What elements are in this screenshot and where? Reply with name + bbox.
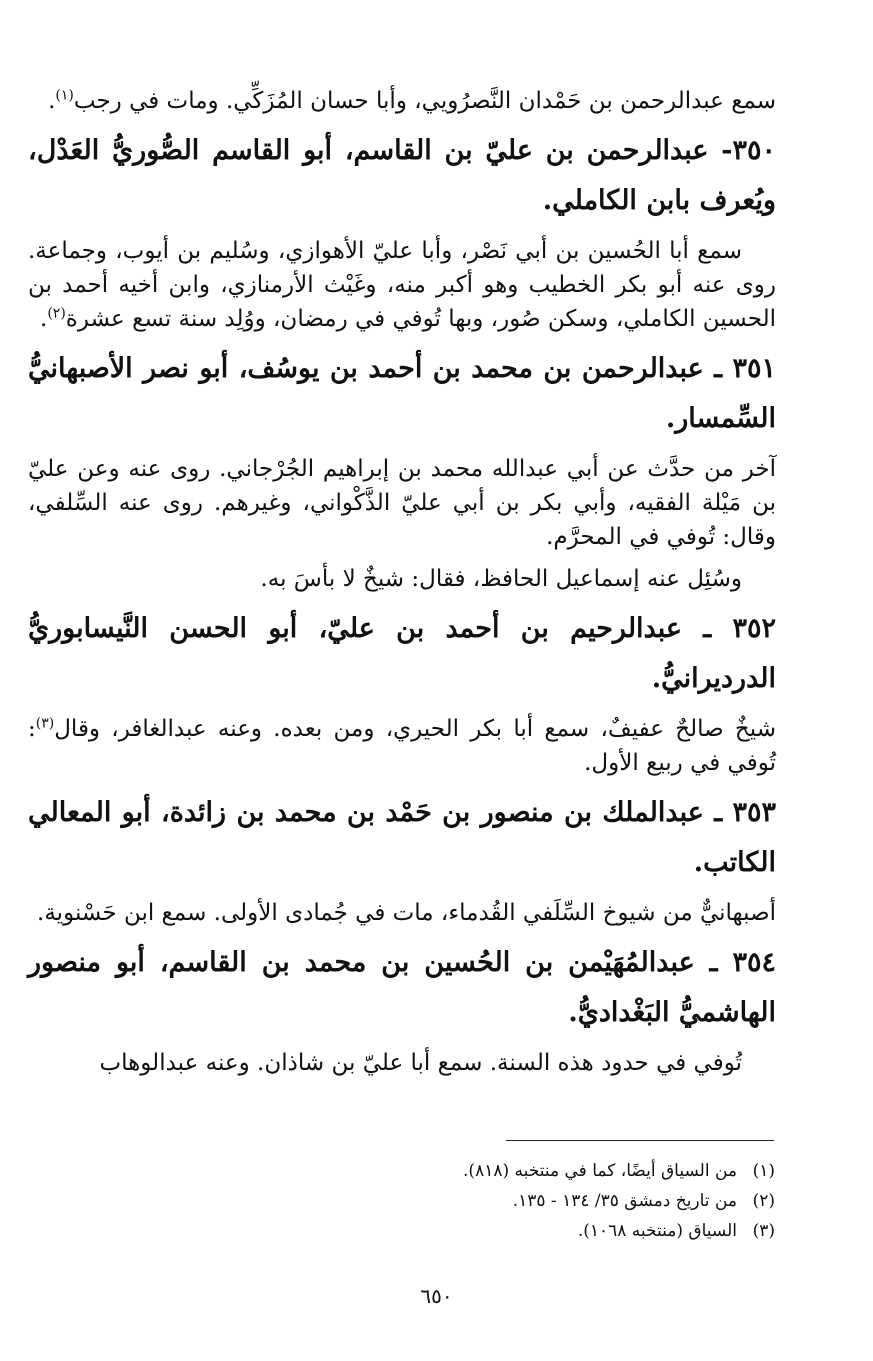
footnote-1: (١)من السياق أيضًا، كما في منتخبه (٨١٨). xyxy=(463,1161,775,1181)
paragraph-1: سمع عبدالرحمن بن حَمْدان النَّصرُويي، وأبا حسان المُزَكِّي. ومات في رجب$^{(١)}$. xyxy=(48,87,776,114)
entry-heading-354: ٣٥٤ ـ عبدالمُهَيْمن بن الحُسين بن محمد بن القاسم، أبو منصور الهاشميُّ البَغْداديُّ. xyxy=(28,947,776,1028)
paragraph-354: تُوفي في حدود هذه السنة. سمع أبا عليّ بن شاذان. وعنه عبدالوهاب xyxy=(99,1050,742,1076)
footnote-2: (٢)من تاريخ دمشق ٣٥/ ١٣٤ - ١٣٥. xyxy=(512,1191,775,1211)
entry-heading-351: ٣٥١ ـ عبدالرحمن بن محمد بن أحمد بن يوسُف، أبو نصر الأصبهانيُّ السِّمسار. xyxy=(28,353,776,434)
page-number: ٦٥٠ xyxy=(420,1284,453,1308)
footnote-ref-1: (١) xyxy=(55,87,74,104)
paragraph-352: شيخٌ صالحٌ عفيفٌ، سمع أبا بكر الحيري، ومن بعده. وعنه عبدالغافر، وقال$^{(٣)}$: تُوفي في ربيع الأول. xyxy=(28,715,776,776)
footnote-ref-2: (٢) xyxy=(47,305,66,322)
paragraph-350: سمع أبا الحُسين بن أبي نَصْر، وأبا عليّ الأهوازي، وسُليم بن أيوب، وجماعة. روى عنه أبو بكر الخطيب وهو أكبر منه، وغَيْث الأرمنازي، وابن أخيه أحمد بن الحسين الكاملي، وسكن صُور، وبها تُوفي في رمضان، ووُلِد سنة تسع عشرة$^{(٢)}$. xyxy=(28,238,776,332)
footnote-ref-3: (٣) xyxy=(35,715,55,732)
main-text xyxy=(28,84,776,1088)
paragraph-353: أصبهانيٌّ من شيوخ السِّلَفي القُدماء، مات في جُمادى الأولى. سمع ابن حَسْنوية. xyxy=(37,900,776,926)
paragraph-351-b: وسُئِل عنه إسماعيل الحافظ، فقال: شيخٌ لا بأسَ به. xyxy=(260,566,742,592)
paragraph-351: آخر من حدَّث عن أبي عبدالله محمد بن إبراهيم الجُرْجاني. روى عنه وعن عليّ بن مَيْلة الفقيه، وأبي بكر بن أبي عليّ الذَّكْواني، وغيرهم. روى عنه السِّلفي، وقال: تُوفي في المحرَّم. xyxy=(28,456,776,550)
footnotes xyxy=(75,1156,775,1246)
footnote-3: (٣)السياق (منتخبه ١٠٦٨). xyxy=(577,1221,775,1241)
entry-heading-352: ٣٥٢ ـ عبدالرحيم بن أحمد بن عليّ، أبو الحسن النَّيسابوريُّ الدرديرانيُّ. xyxy=(28,613,776,694)
entry-heading-350: ٣٥٠- عبدالرحمن بن عليّ بن القاسم، أبو القاسم الصُّوريُّ العَدْل، ويُعرف بابن الكاملي. xyxy=(28,135,776,216)
entry-heading-353: ٣٥٣ ـ عبدالملك بن منصور بن حَمْد بن محمد بن زائدة، أبو المعالي الكاتب. xyxy=(28,797,776,878)
footnote-divider xyxy=(506,1140,774,1141)
